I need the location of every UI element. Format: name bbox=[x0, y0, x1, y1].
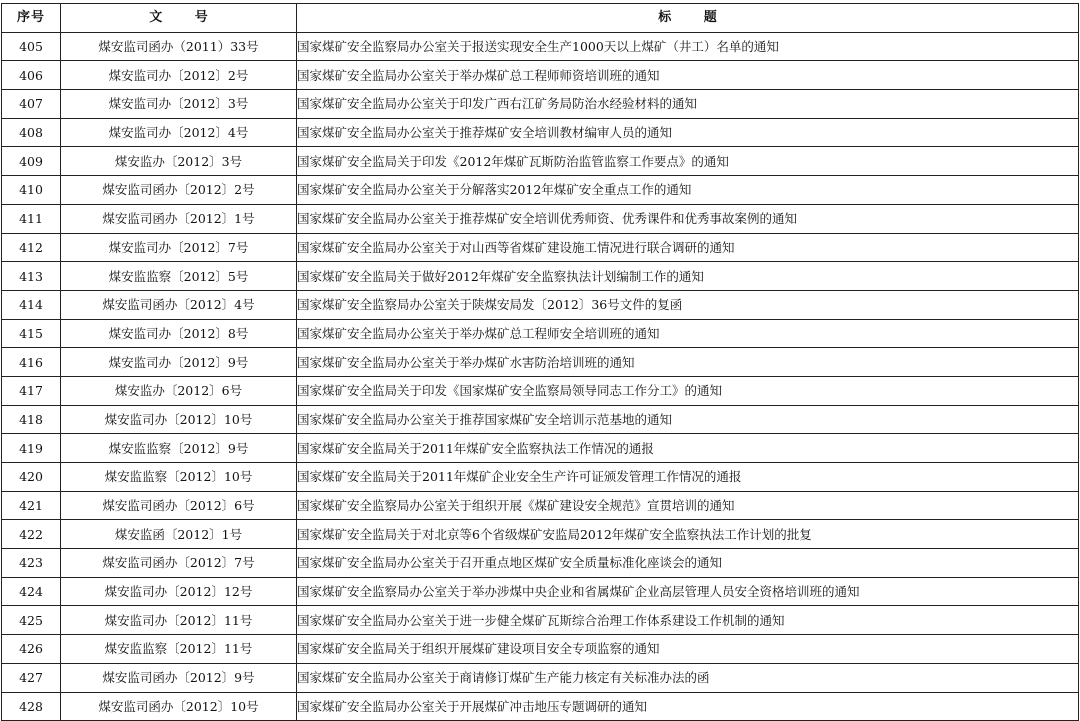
cell-seq: 428 bbox=[2, 692, 61, 721]
cell-title: 国家煤矿安全监局关于做好2012年煤矿安全监察执法计划编制工作的通知 bbox=[297, 262, 1079, 291]
cell-doc-no: 煤安监司办〔2012〕11号 bbox=[61, 606, 297, 635]
cell-doc-no: 煤安监司办〔2012〕7号 bbox=[61, 233, 297, 262]
cell-title: 国家煤矿安全监局办公室关于举办煤矿水害防治培训班的通知 bbox=[297, 348, 1079, 377]
table-row bbox=[2, 233, 1079, 262]
cell-title: 国家煤矿安全监察局办公室关于报送实现安全生产1000天以上煤矿（井工）名单的通知 bbox=[297, 32, 1079, 61]
cell-seq: 410 bbox=[2, 176, 61, 205]
table-row bbox=[2, 405, 1079, 434]
cell-title: 国家煤矿安全监局办公室关于印发广西右江矿务局防治水经验材料的通知 bbox=[297, 90, 1079, 119]
cell-seq: 412 bbox=[2, 233, 61, 262]
cell-seq: 411 bbox=[2, 204, 61, 233]
cell-title: 国家煤矿安全监局关于印发《2012年煤矿瓦斯防治监管监察工作要点》的通知 bbox=[297, 147, 1079, 176]
cell-title: 国家煤矿安全监察局办公室关于举办涉煤中央企业和省属煤矿企业高层管理人员安全资格培训班的通知 bbox=[297, 577, 1079, 606]
table-row bbox=[2, 549, 1079, 578]
cell-doc-no: 煤安监司办〔2012〕8号 bbox=[61, 319, 297, 348]
cell-doc-no: 煤安监司函办〔2012〕9号 bbox=[61, 663, 297, 692]
cell-doc-no: 煤安监函〔2012〕1号 bbox=[61, 520, 297, 549]
cell-title: 国家煤矿安全监局关于2011年煤矿安全监察执法工作情况的通报 bbox=[297, 434, 1079, 463]
cell-doc-no: 煤安监司办〔2012〕12号 bbox=[61, 577, 297, 606]
cell-doc-no: 煤安监司函办〔2012〕10号 bbox=[61, 692, 297, 721]
cell-seq: 417 bbox=[2, 376, 61, 405]
table-header-row bbox=[2, 4, 1079, 33]
cell-doc-no: 煤安监司办〔2012〕2号 bbox=[61, 61, 297, 90]
cell-seq: 419 bbox=[2, 434, 61, 463]
cell-seq: 418 bbox=[2, 405, 61, 434]
table-row bbox=[2, 348, 1079, 377]
cell-doc-no: 煤安监司办〔2012〕3号 bbox=[61, 90, 297, 119]
header-seq: 序号 bbox=[2, 4, 61, 33]
cell-title: 国家煤矿安全监局办公室关于商请修订煤矿生产能力核定有关标准办法的函 bbox=[297, 663, 1079, 692]
cell-doc-no: 煤安监办〔2012〕3号 bbox=[61, 147, 297, 176]
table-row bbox=[2, 176, 1079, 205]
cell-title: 国家煤矿安全监局办公室关于对山西等省煤矿建设施工情况进行联合调研的通知 bbox=[297, 233, 1079, 262]
cell-title: 国家煤矿安全监局关于对北京等6个省级煤矿安监局2012年煤矿安全监察执法工作计划的批复 bbox=[297, 520, 1079, 549]
cell-title: 国家煤矿安全监局办公室关于推荐煤矿安全培训优秀师资、优秀课件和优秀事故案例的通知 bbox=[297, 204, 1079, 233]
table-row bbox=[2, 376, 1079, 405]
cell-doc-no: 煤安监办〔2012〕6号 bbox=[61, 376, 297, 405]
cell-doc-no: 煤安监监察〔2012〕5号 bbox=[61, 262, 297, 291]
table-row bbox=[2, 319, 1079, 348]
cell-seq: 423 bbox=[2, 549, 61, 578]
table-row bbox=[2, 32, 1079, 61]
document-index-table bbox=[1, 3, 1079, 721]
table-row bbox=[2, 61, 1079, 90]
table-row bbox=[2, 692, 1079, 721]
table-row bbox=[2, 606, 1079, 635]
cell-seq: 426 bbox=[2, 635, 61, 664]
cell-seq: 425 bbox=[2, 606, 61, 635]
cell-doc-no: 煤安监监察〔2012〕10号 bbox=[61, 463, 297, 492]
cell-doc-no: 煤安监监察〔2012〕9号 bbox=[61, 434, 297, 463]
cell-doc-no: 煤安监司函办（2011）33号 bbox=[61, 32, 297, 61]
cell-seq: 408 bbox=[2, 118, 61, 147]
cell-doc-no: 煤安监司办〔2012〕4号 bbox=[61, 118, 297, 147]
cell-doc-no: 煤安监司函办〔2012〕6号 bbox=[61, 491, 297, 520]
cell-doc-no: 煤安监监察〔2012〕11号 bbox=[61, 635, 297, 664]
table-row bbox=[2, 434, 1079, 463]
table-row bbox=[2, 635, 1079, 664]
cell-title: 国家煤矿安全监局关于组织开展煤矿建设项目安全专项监察的通知 bbox=[297, 635, 1079, 664]
table-row bbox=[2, 663, 1079, 692]
table-body bbox=[2, 32, 1079, 721]
cell-seq: 413 bbox=[2, 262, 61, 291]
cell-title: 国家煤矿安全监局办公室关于推荐国家煤矿安全培训示范基地的通知 bbox=[297, 405, 1079, 434]
cell-title: 国家煤矿安全监局办公室关于召开重点地区煤矿安全质量标准化座谈会的通知 bbox=[297, 549, 1079, 578]
cell-seq: 409 bbox=[2, 147, 61, 176]
cell-doc-no: 煤安监司函办〔2012〕1号 bbox=[61, 204, 297, 233]
document-sheet bbox=[1, 3, 1078, 721]
cell-seq: 420 bbox=[2, 463, 61, 492]
cell-doc-no: 煤安监司函办〔2012〕4号 bbox=[61, 290, 297, 319]
table-row bbox=[2, 204, 1079, 233]
table-row bbox=[2, 577, 1079, 606]
cell-title: 国家煤矿安全监局办公室关于开展煤矿冲击地压专题调研的通知 bbox=[297, 692, 1079, 721]
table-row bbox=[2, 290, 1079, 319]
cell-title: 国家煤矿安全监局关于2011年煤矿企业安全生产许可证颁发管理工作情况的通报 bbox=[297, 463, 1079, 492]
cell-title: 国家煤矿安全监察局办公室关于陕煤安局发〔2012〕36号文件的复函 bbox=[297, 290, 1079, 319]
cell-doc-no: 煤安监司函办〔2012〕2号 bbox=[61, 176, 297, 205]
table-row bbox=[2, 90, 1079, 119]
cell-seq: 415 bbox=[2, 319, 61, 348]
cell-doc-no: 煤安监司办〔2012〕9号 bbox=[61, 348, 297, 377]
cell-doc-no: 煤安监司函办〔2012〕7号 bbox=[61, 549, 297, 578]
cell-seq: 406 bbox=[2, 61, 61, 90]
header-doc-no: 文 号 bbox=[61, 4, 297, 33]
table-row bbox=[2, 520, 1079, 549]
cell-title: 国家煤矿安全监察局办公室关于组织开展《煤矿建设安全规范》宣贯培训的通知 bbox=[297, 491, 1079, 520]
cell-seq: 405 bbox=[2, 32, 61, 61]
cell-seq: 421 bbox=[2, 491, 61, 520]
cell-seq: 414 bbox=[2, 290, 61, 319]
cell-title: 国家煤矿安全监局办公室关于举办煤矿总工程师安全培训班的通知 bbox=[297, 319, 1079, 348]
table-row bbox=[2, 262, 1079, 291]
cell-seq: 416 bbox=[2, 348, 61, 377]
cell-title: 国家煤矿安全监局关于印发《国家煤矿安全监察局领导同志工作分工》的通知 bbox=[297, 376, 1079, 405]
table-row bbox=[2, 463, 1079, 492]
table-row bbox=[2, 118, 1079, 147]
cell-seq: 407 bbox=[2, 90, 61, 119]
cell-seq: 427 bbox=[2, 663, 61, 692]
table-row bbox=[2, 147, 1079, 176]
cell-seq: 424 bbox=[2, 577, 61, 606]
cell-title: 国家煤矿安全监局办公室关于分解落实2012年煤矿安全重点工作的通知 bbox=[297, 176, 1079, 205]
table-row bbox=[2, 491, 1079, 520]
cell-title: 国家煤矿安全监局办公室关于推荐煤矿安全培训教材编审人员的通知 bbox=[297, 118, 1079, 147]
cell-doc-no: 煤安监司办〔2012〕10号 bbox=[61, 405, 297, 434]
cell-title: 国家煤矿安全监局办公室关于进一步健全煤矿瓦斯综合治理工作体系建设工作机制的通知 bbox=[297, 606, 1079, 635]
cell-title: 国家煤矿安全监局办公室关于举办煤矿总工程师师资培训班的通知 bbox=[297, 61, 1079, 90]
cell-seq: 422 bbox=[2, 520, 61, 549]
header-title: 标 题 bbox=[297, 4, 1079, 33]
